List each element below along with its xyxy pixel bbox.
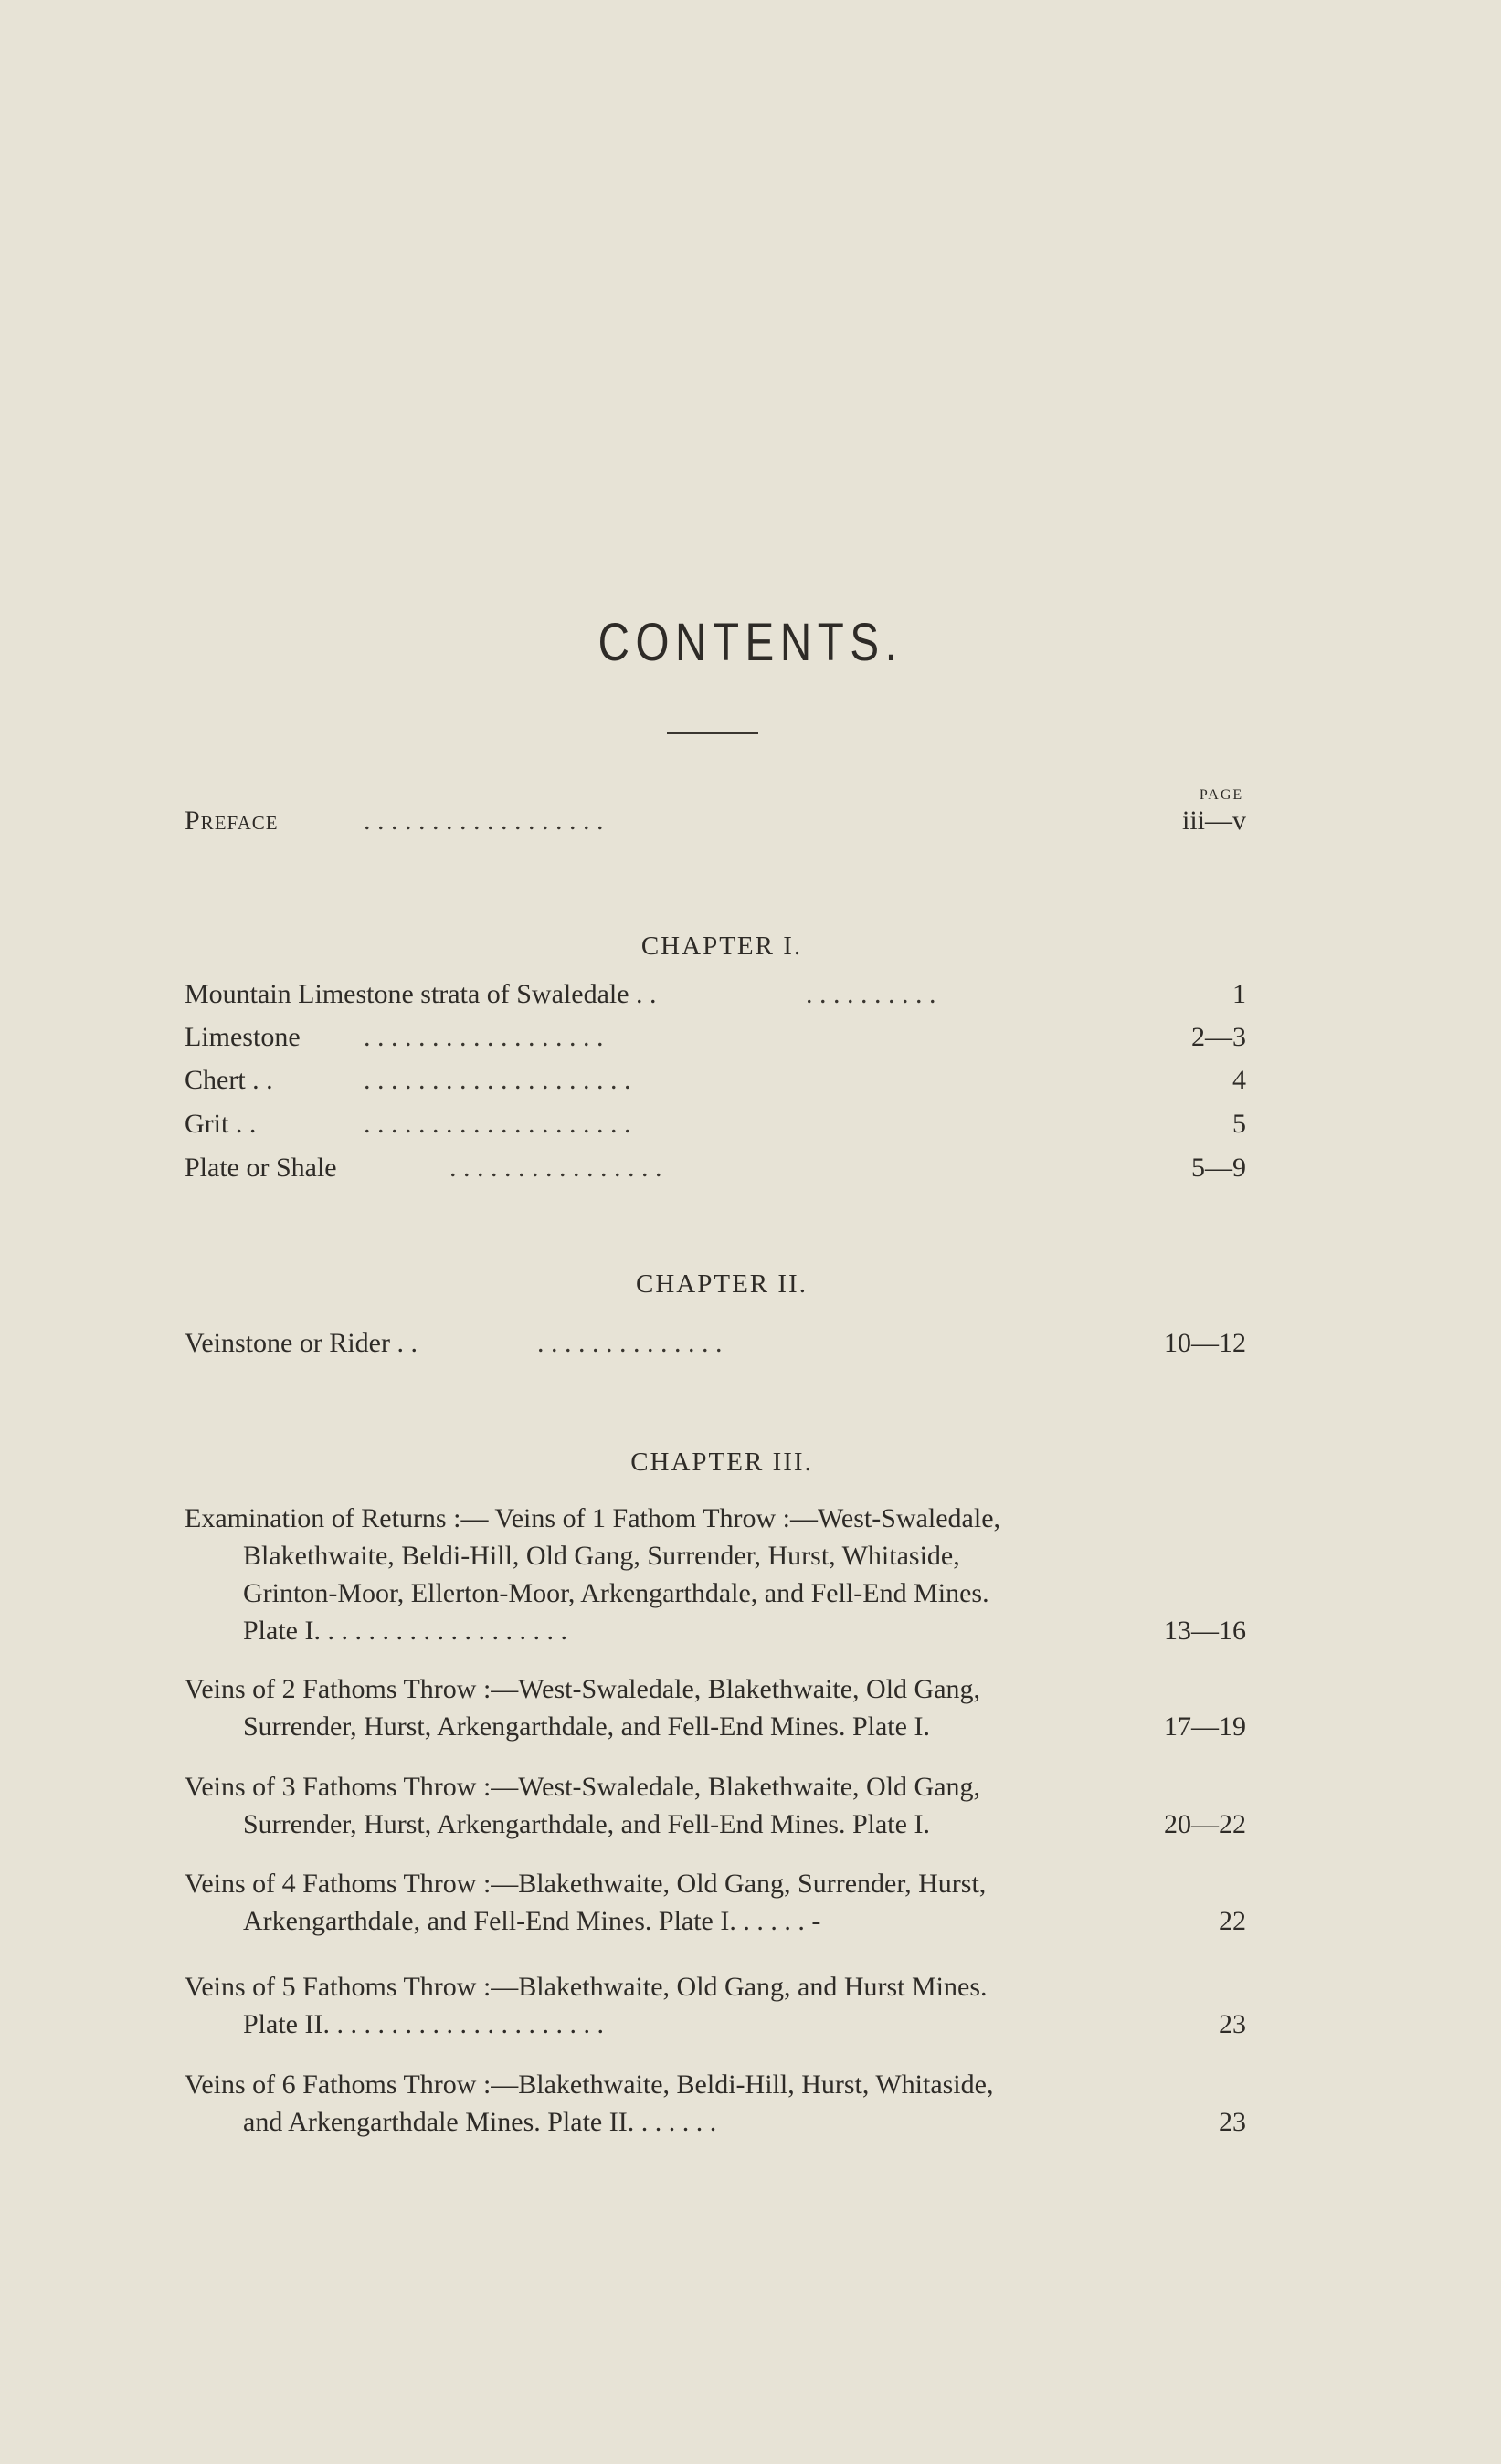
page-title: CONTENTS. [597, 613, 904, 672]
toc-page: 1 [1232, 979, 1246, 1009]
toc-entry [185, 979, 1246, 1019]
entry-line: and Arkengarthdale Mines. Plate II. . . . . . . [243, 2107, 717, 2137]
toc-entry [185, 1865, 1246, 1940]
entry-line: Plate II. . . . . . . . . . . . . . . . . . . . . [243, 2009, 604, 2039]
toc-page: 22 [1219, 1906, 1246, 1936]
toc-leader-dots: . . . . . . . . . . . . . . . . . . [364, 1022, 604, 1052]
toc-entry [185, 1328, 1246, 1368]
toc-page: 5 [1232, 1109, 1246, 1139]
toc-entry [185, 1109, 1246, 1149]
toc-leader-dots: . . . . . . . . . . . . . . . . . . . . [364, 1109, 631, 1139]
entry-line: Veins of 4 Fathoms Throw :—Blakethwaite, Old Gang, Surrender, Hurst, [185, 1869, 987, 1899]
entry-line: Plate I. . . . . . . . . . . . . . . . . . . [243, 1616, 567, 1646]
toc-label: Veinstone or Rider . . [185, 1328, 418, 1358]
toc-label: Limestone [185, 1022, 301, 1052]
toc-leader-dots: . . . . . . . . . . . . . . [537, 1328, 723, 1358]
entry-line: Surrender, Hurst, Arkengarthdale, and Fell-End Mines. Plate I. [243, 1711, 930, 1742]
toc-label: Grit . . [185, 1109, 257, 1139]
toc-entry [185, 1022, 1246, 1062]
entry-line: Grinton-Moor, Ellerton-Moor, Arkengarthdale, and Fell-End Mines. [243, 1578, 989, 1608]
toc-page: 5—9 [1191, 1153, 1246, 1183]
toc-entry [185, 1065, 1246, 1105]
toc-entry [185, 2066, 1246, 2141]
entry-line: Veins of 6 Fathoms Throw :—Blakethwaite, Beldi-Hill, Hurst, Whitaside, [185, 2069, 994, 2100]
toc-leader-dots: . . . . . . . . . . . . . . . . . . . . [364, 1065, 631, 1095]
toc-entry [185, 1153, 1246, 1193]
entry-line: Surrender, Hurst, Arkengarthdale, and Fell-End Mines. Plate I. [243, 1809, 930, 1839]
entry-line: Examination of Returns :— Veins of 1 Fathom Throw :—West-Swaledale, [185, 1503, 1001, 1533]
toc-label: Preface [185, 806, 279, 836]
toc-page: 2—3 [1191, 1022, 1246, 1052]
chapter-heading: CHAPTER I. [640, 932, 803, 961]
entry-line: Blakethwaite, Beldi-Hill, Old Gang, Surrender, Hurst, Whitaside, [243, 1541, 960, 1571]
toc-label: Chert . . [185, 1065, 273, 1095]
toc-entry [185, 1768, 1246, 1843]
entry-line: Veins of 2 Fathoms Throw :—West-Swaledale, Blakethwaite, Old Gang, [185, 1674, 981, 1704]
toc-label: Mountain Limestone strata of Swaledale . . [185, 979, 657, 1009]
toc-page: 13—16 [1164, 1616, 1246, 1646]
chapter-heading: CHAPTER II. [636, 1269, 808, 1299]
toc-page: 4 [1232, 1065, 1246, 1095]
toc-entry [185, 1670, 1246, 1745]
entry-line: Veins of 3 Fathoms Throw :—West-Swaledale, Blakethwaite, Old Gang, [185, 1772, 981, 1802]
entry-line: Veins of 5 Fathoms Throw :—Blakethwaite, Old Gang, and Hurst Mines. [185, 1972, 988, 2002]
title-rule [667, 732, 758, 734]
toc-entry [185, 1968, 1246, 2043]
toc-page: 20—22 [1164, 1809, 1246, 1839]
toc-label: Plate or Shale [185, 1153, 337, 1183]
toc-entry-preface [185, 806, 1246, 846]
page-column-header: PAGE [1199, 787, 1244, 803]
toc-page: 23 [1219, 2107, 1246, 2137]
toc-leader-dots: . . . . . . . . . . . . . . . . . . [364, 806, 604, 836]
chapter-heading: CHAPTER III. [630, 1448, 813, 1477]
toc-page: iii—v [1181, 806, 1246, 836]
entry-line: Arkengarthdale, and Fell-End Mines. Plate I. . . . . . - [243, 1906, 821, 1936]
toc-page: 23 [1219, 2009, 1246, 2039]
toc-entry [185, 1500, 1246, 1649]
toc-page: 17—19 [1164, 1711, 1246, 1742]
toc-leader-dots: . . . . . . . . . . [806, 979, 936, 1009]
toc-leader-dots: . . . . . . . . . . . . . . . . [449, 1153, 662, 1183]
toc-page: 10—12 [1164, 1328, 1246, 1358]
